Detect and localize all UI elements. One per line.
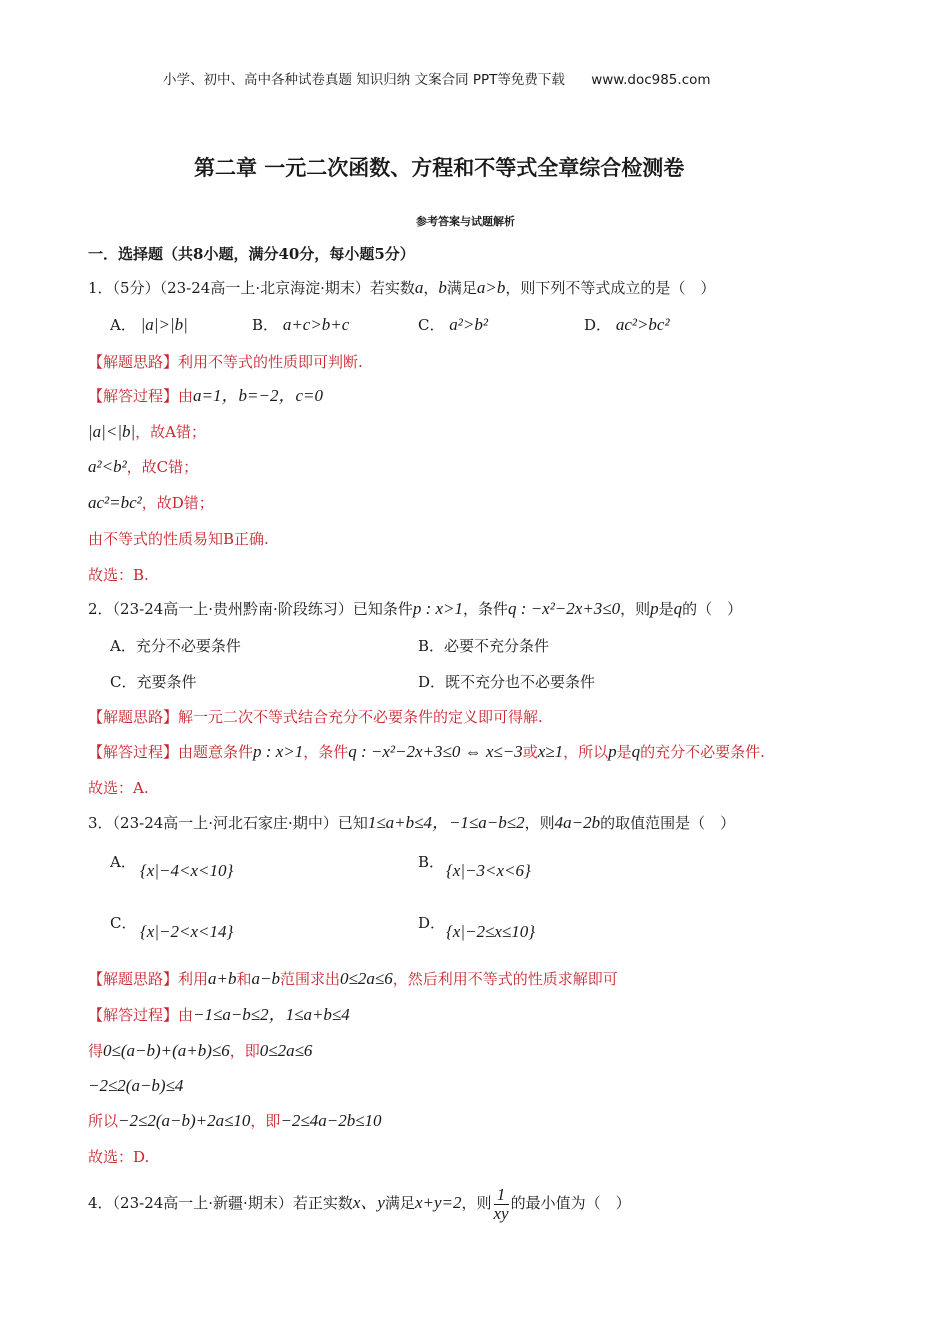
q2-process-p: p : x>1	[253, 742, 304, 761]
q4-stem-d: 的最小值为（ ）	[510, 1194, 631, 1212]
q1-process-a: 由	[178, 387, 194, 405]
q1-line-3-expr: ac²=bc²	[88, 493, 142, 512]
q2-stem-c: ，则	[620, 600, 651, 618]
q2-option-d[interactable]	[418, 672, 595, 692]
q2-option-a[interactable]	[110, 636, 241, 656]
q1-option-c-label: C．	[418, 316, 445, 334]
q1-option-a-expr: |a|>|b|	[140, 315, 188, 334]
q1-option-c[interactable]	[418, 315, 488, 335]
q3-think-b: 和	[236, 970, 252, 988]
q3-line-3-expr: −2≤2(a−b)+2a≤10	[118, 1111, 251, 1130]
q1-line-2-text: ，故C错；	[126, 458, 199, 476]
q3-think-e1: a+b	[208, 969, 237, 988]
q1-var-b: b	[438, 278, 447, 297]
q4-vars: x、y	[352, 1193, 385, 1212]
q3-line-1-expr: 0≤(a−b)+(a+b)≤6	[103, 1041, 230, 1060]
q1-condition: a>b	[476, 278, 506, 297]
q1-process-eq: a=1，b=−2，c=0	[193, 386, 323, 405]
q1-think	[88, 352, 363, 372]
q2-stem-a: 2．（23-24高一上·贵州黔南·阶段练习）已知条件	[88, 600, 413, 618]
q2-option-d-label: D．	[418, 673, 446, 691]
q4-stem-c: ，则	[461, 1194, 492, 1212]
q3-think	[88, 969, 618, 989]
q2-stem-d: 的（ ）	[682, 600, 743, 618]
q2-option-d-text: 既不充分也不必要条件	[445, 673, 596, 691]
q4-fraction-numerator: 1	[494, 1186, 509, 1205]
q3-think-d: ，然后利用不等式的性质求解即可	[392, 970, 618, 988]
q3-line-3-a: 所以	[88, 1112, 119, 1130]
q2-option-a-text: 充分不必要条件	[135, 637, 241, 655]
q3-option-c-expr: {x|−2<x<14}	[140, 922, 234, 941]
q2-process-q2: q	[631, 742, 641, 761]
q2-var-q: q	[673, 599, 683, 618]
q4-fraction	[494, 1186, 509, 1223]
q1-option-b[interactable]	[252, 315, 349, 335]
q1-line-3-text: ，故D错；	[141, 494, 214, 512]
q2-process-x: x≥1	[537, 742, 564, 761]
q1-line-2-expr: a²<b²	[88, 457, 127, 476]
section-heading: 一．选择题（共8小题，满分40分，每小题5分）	[88, 245, 415, 263]
q1-process-label: 【解答过程】	[88, 387, 179, 405]
q1-line-1	[88, 422, 206, 442]
q3-think-e3: 0≤2a≤6	[340, 969, 393, 988]
question-1-stem	[88, 278, 715, 298]
q3-line-1	[88, 1041, 312, 1061]
header-url[interactable]: www.doc985.com	[591, 72, 711, 88]
q3-line-3-expr2: −2≤4a−2b≤10	[280, 1111, 382, 1130]
q1-stem-a: 1．（5分）（23-24高一上·北京海淀·期末）若实数	[88, 279, 415, 297]
q4-stem-a: 4．（23-24高一上·新疆·期末）若正实数	[88, 1194, 353, 1212]
q2-think-text: 解一元二次不等式结合充分不必要条件的定义即可得解.	[178, 708, 543, 726]
q2-option-a-label: A．	[110, 637, 136, 655]
q1-option-a[interactable]	[110, 315, 188, 335]
q2-option-c[interactable]	[110, 672, 197, 692]
q2-shi: 是	[658, 600, 674, 618]
q1-option-b-expr: a+c>b+c	[282, 315, 350, 334]
q1-line-2	[88, 457, 198, 477]
q3-process-label: 【解答过程】	[88, 1006, 179, 1024]
q4-fraction-denominator: xy	[493, 1203, 509, 1223]
q3-target: 4a−2b	[554, 813, 601, 832]
q2-process-d: ，所以	[563, 743, 609, 761]
q1-option-b-label: B．	[252, 316, 279, 334]
q1-line-1-text: ，故A错；	[135, 423, 207, 441]
q3-stem-c: 的取值范围是（ ）	[600, 814, 736, 832]
q2-think	[88, 707, 543, 727]
q1-line-1-expr: |a|<|b|	[88, 422, 136, 441]
q2-think-label: 【解题思路】	[88, 708, 179, 726]
page-title: 第二章 一元二次函数、方程和不等式全章综合检测卷	[194, 156, 685, 180]
q1-process	[88, 386, 323, 406]
q3-option-b-expr: {x|−3<x<6}	[446, 861, 531, 880]
q3-process-a: 由	[178, 1006, 194, 1024]
q2-process-c: 或	[522, 743, 538, 761]
q2-condition-q: q : −x²−2x+3≤0	[508, 599, 621, 618]
q2-condition-p: p : x>1	[412, 599, 464, 618]
q2-stem-b: ，条件	[463, 600, 509, 618]
q2-option-c-label: C．	[110, 673, 137, 691]
q1-line-4: 由不等式的性质易知B正确.	[88, 530, 269, 548]
q2-process-a: 由题意条件	[178, 743, 254, 761]
q3-line-3-b: ，即	[250, 1112, 281, 1130]
q1-line-3	[88, 493, 214, 513]
question-3-stem	[88, 813, 735, 833]
question-2-stem	[88, 599, 742, 619]
q2-process-label: 【解答过程】	[88, 743, 179, 761]
q3-line-2: −2≤2(a−b)≤4	[88, 1076, 184, 1095]
q3-line-1-expr2: 0≤2a≤6	[259, 1041, 313, 1060]
q3-think-label: 【解题思路】	[88, 970, 179, 988]
q3-line-1-b: ，即	[229, 1042, 260, 1060]
q3-process-expr: −1≤a−b≤2，1≤a+b≤4	[193, 1005, 350, 1024]
q1-answer: 故选：B.	[88, 566, 149, 584]
q3-think-e2: a−b	[251, 969, 281, 988]
q3-line-3	[88, 1111, 382, 1131]
q4-stem-b: 满足	[384, 1194, 415, 1212]
q2-option-b[interactable]	[418, 636, 549, 656]
q3-line-1-a: 得	[88, 1042, 104, 1060]
q3-stem-b: ，则	[524, 814, 555, 832]
q2-process-p2: p	[608, 742, 617, 761]
q1-option-c-expr: a²>b²	[449, 315, 488, 334]
q1-option-a-label: A．	[110, 316, 136, 334]
q2-option-b-label: B．	[418, 637, 445, 655]
q3-think-c: 范围求出	[280, 970, 341, 988]
q2-process-e: 是	[616, 743, 632, 761]
q3-condition: 1≤a+b≤4，−1≤a−b≤2	[367, 813, 525, 832]
q3-answer: 故选：D.	[88, 1148, 150, 1166]
q2-process-b: ，条件	[303, 743, 349, 761]
q1-sep: ，	[423, 279, 439, 297]
q2-var-p: p	[650, 599, 659, 618]
q1-option-d-expr: ac²>bc²	[615, 315, 670, 334]
q3-process	[88, 1005, 350, 1025]
q3-option-a-expr: {x|−4<x<10}	[140, 861, 234, 880]
q2-option-c-text: 充要条件	[136, 673, 197, 691]
q3-option-d-expr: {x|−2≤x≤10}	[446, 922, 535, 941]
q2-option-b-text: 必要不充分条件	[444, 637, 550, 655]
q1-var-a: a	[414, 278, 424, 297]
q3-stem-a: 3．（23-24高一上·河北石家庄·期中）已知	[88, 814, 368, 832]
q2-answer: 故选：A.	[88, 779, 149, 797]
q1-option-d-label: D．	[584, 316, 612, 334]
page-header	[163, 70, 711, 90]
q1-stem-c: ，则下列不等式成立的是（ ）	[505, 279, 716, 297]
q2-process-q: q : −x²−2x+3≤0 ⇔ x≤−3	[348, 742, 523, 761]
q1-think-label: 【解题思路】	[88, 353, 179, 371]
q2-process	[88, 742, 765, 762]
question-4-stem	[88, 1183, 631, 1223]
q2-process-f: 的充分不必要条件.	[640, 743, 765, 761]
page-subtitle: 参考答案与试题解析	[416, 215, 515, 228]
q1-think-text: 利用不等式的性质即可判断.	[178, 353, 363, 371]
q4-condition: x+y=2	[414, 1193, 462, 1212]
header-text: 小学、初中、高中各种试卷真题 知识归纳 文案合同 PPT等免费下载	[163, 72, 565, 88]
q3-option-c-label[interactable]: C．	[110, 914, 137, 932]
q3-option-b-label[interactable]: B．	[418, 853, 445, 871]
q3-option-d-label[interactable]: D．	[418, 914, 446, 932]
q1-option-d[interactable]	[584, 315, 670, 335]
q3-think-a: 利用	[178, 970, 209, 988]
q1-stem-b: 满足	[446, 279, 477, 297]
q3-option-a-label[interactable]: A．	[110, 853, 136, 871]
